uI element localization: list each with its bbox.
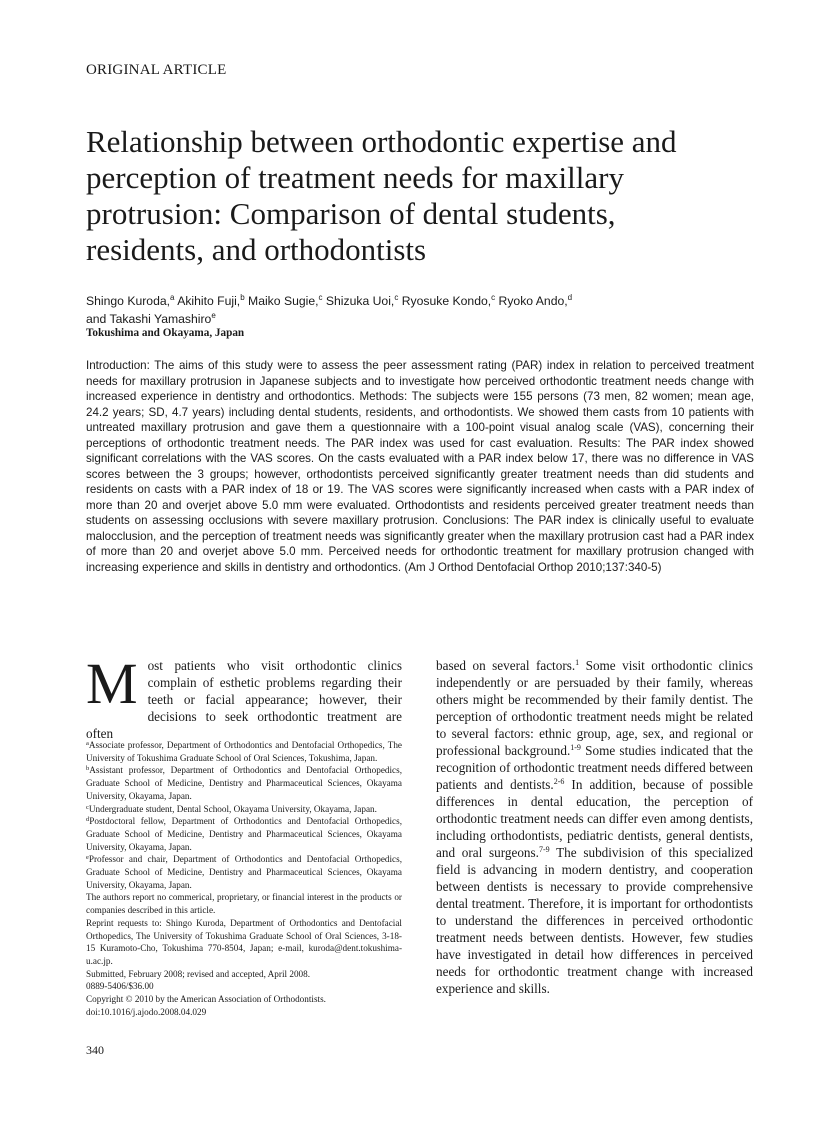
affiliation-footnote bbox=[86, 764, 402, 802]
author-list bbox=[86, 292, 766, 328]
affiliation-footnote bbox=[86, 815, 402, 853]
citation-ref: 7-9 bbox=[538, 845, 550, 854]
affiliation-footnote bbox=[86, 853, 402, 891]
doi: doi:10.1016/j.ajodo.2008.04.029 bbox=[86, 1006, 207, 1017]
reprint-text: Reprint requests to: Shingo Kuroda, Department of Orthodontics and Dentofacial Orthopedics, The University of Tokushima Graduate School of Oral Sciences, 3-18-15 Kuramoto-Cho, Tokushima 770-8504, Japan; e-mail, bbox=[86, 917, 402, 954]
author-name: Shizuka Uoi, bbox=[325, 294, 395, 308]
reprint-request bbox=[86, 917, 402, 968]
footnote-text: Associate professor, Department of Orthodontics and Dentofacial Orthopedics, The University of Tokushima Graduate School of Oral Sciences, Tokushima, Japan. bbox=[86, 740, 402, 763]
author-name: Ryoko Ando, bbox=[498, 294, 568, 308]
submission-dates: Submitted, February 2008; revised and accepted, April 2008. bbox=[86, 968, 311, 979]
author-location: Tokushima and Okayama, Japan bbox=[86, 327, 245, 339]
title-line: Relationship between orthodontic expertise and bbox=[86, 124, 677, 159]
citation-ref: 1-9 bbox=[570, 743, 581, 752]
footnote-mark: d bbox=[86, 816, 90, 824]
footnotes bbox=[86, 739, 402, 1018]
footnote-mark: b bbox=[86, 765, 90, 773]
intro-right-column bbox=[436, 657, 753, 997]
author-name: Shingo Kuroda, bbox=[86, 294, 171, 308]
footnote-mark: a bbox=[86, 740, 89, 747]
author-name: Maiko Sugie, bbox=[248, 294, 319, 308]
article-title bbox=[86, 124, 766, 268]
intro-text-segment: Some visit orthodontic clinics independently or are persuaded by their family, whereas others might be recommended by their family dentist. The perception of orthodontic treatment needs might be related to several factors: ethnic group, age, sex, and regional or professional background. bbox=[436, 658, 753, 758]
copyright-notice: Copyright © 2010 by the American Association of Orthodontists. bbox=[86, 994, 326, 1005]
footnote-mark: c bbox=[86, 803, 89, 811]
intro-text-segment: based on several factors. bbox=[436, 658, 576, 673]
intro-paragraph-continued bbox=[436, 657, 753, 997]
title-line: protrusion: Comparison of dental students, bbox=[86, 196, 616, 231]
footnote-text: Undergraduate student, Dental School, Okayama University, Okayama, Japan. bbox=[88, 803, 377, 814]
section-label: ORIGINAL ARTICLE bbox=[86, 62, 227, 78]
disclosure-note: The authors report no commerical, proprietary, or financial interest in the products or companies described in this article. bbox=[86, 892, 402, 916]
title-line: perception of treatment needs for maxillary bbox=[86, 160, 624, 195]
intro-paragraph-start: ost patients who visit orthodontic clinics complain of esthetic problems regarding their teeth or facial appearance; however, their decisions to seek orthodontic treatment are often bbox=[86, 658, 402, 741]
author-name: and Takashi Yamashiro bbox=[86, 312, 212, 326]
author-name: Akihito Fuji, bbox=[177, 294, 241, 308]
author-affil-mark: c bbox=[491, 293, 496, 302]
intro-left-column bbox=[86, 651, 402, 742]
footnote-text: Professor and chair, Department of Orthodontics and Dentofacial Orthopedics, Graduate School of Medicine, Dentistry and Pharmaceutical Sciences, Okayama University, Okayama, Japan. bbox=[86, 854, 402, 890]
author-affil-mark: a bbox=[170, 293, 175, 302]
author-affil-mark: e bbox=[211, 311, 216, 320]
affiliation-footnote bbox=[86, 803, 402, 816]
footnote-text: Assistant professor, Department of Orthodontics and Dentofacial Orthopedics, Graduate School of Medicine, Dentistry and Pharmaceutical Sciences, Okayama University, Okayama, Japan. bbox=[86, 765, 402, 801]
citation-ref: 1 bbox=[575, 658, 580, 667]
title-line: residents, and orthodontists bbox=[86, 232, 427, 267]
citation-ref: 2-6 bbox=[553, 777, 565, 786]
abstract: Introduction: The aims of this study were to assess the peer assessment rating (PAR) index in relation to perceived treatment needs for maxillary protrusion in Japanese subjects and to investigate how perceived orthodontic treatment needs change with increased experience in dentistry and orthodontics. Methods: The subjects were 155 persons (73 men, 82 women; mean age, 24.2 years; SD, 4.7 years) including dental students, residents, and orthodontists. We showed them casts from 10 patients with untreated maxillary protrusion and gave them a questionnaire with a 100-point visual analog scale (VAS), concerning their perceptions of orthodontic treatment needs. The PAR index was used for cast evaluation. Results: The PAR index showed significant correlations with the VAS scores. On the casts evaluated with a PAR index below 17, there was no difference in VAS scores between the 3 groups; however, orthodontists perceived significantly greater treatment needs than did students and residents on casts with a PAR index of 18 or 19. The VAS scores were significantly increased when casts with a PAR index of more than 20 and overjet above 5.0 mm were evaluated. Orthodontists and residents perceived greater treatment needs than students on assessing occlusions with severe maxillary protrusion. Conclusions: The PAR index is clinically useful to evaluate malocclusion, and the perception of treatment needs was significantly greater when the maxillary protrusion cast had a PAR index of more than 20 and overjet above 5.0 mm. Perceived needs for orthodontic treatment for maxillary protrusion changed with increasing experience and skills in dentistry and orthodontics. (Am J Orthod Dentofacial Orthop 2010;137:340-5) bbox=[86, 359, 754, 574]
drop-cap: M bbox=[86, 651, 138, 716]
author-name: Ryosuke Kondo, bbox=[401, 294, 492, 308]
author-affil-mark: c bbox=[394, 293, 399, 302]
intro-text-segment: Some studies indicated that the recognition of orthodontic treatment needs differed between patients and dentists. bbox=[436, 743, 753, 792]
footnote-text: Postdoctoral fellow, Department of Orthodontics and Dentofacial Orthopedics, Graduate School of Medicine, Dentistry and Pharmaceutical Sciences, Okayama University, Okayama, Japan. bbox=[86, 816, 402, 852]
author-affil-mark: c bbox=[318, 293, 323, 302]
issn-price: 0889-5406/$36.00 bbox=[86, 981, 154, 992]
footnote-mark: e bbox=[86, 854, 89, 862]
intro-text-segment: In addition, because of possible differences in dental education, the perception of orthodontic treatment needs can differ even among dentists, including orthodontists, pediatric dentists, general dentists, and oral surgeons. bbox=[436, 777, 753, 860]
reprint-email-link[interactable]: kuroda@dent.tokushima-u.ac.jp bbox=[86, 943, 403, 966]
author-affil-mark: b bbox=[240, 293, 245, 302]
reprint-suffix: . bbox=[110, 955, 113, 966]
intro-text-segment: The subdivision of this specialized field is advancing in modern dentistry, and cooperation between dentists is necessary to provide comprehensive dental treatment. Therefore, it is important for orthodontists to understand the differences in perceived orthodontic treatment needs between dentists. However, few studies have investigated in detail how differences in perceived needs for orthodontic treatment change with increased experience and skills. bbox=[436, 845, 753, 996]
affiliation-footnote bbox=[86, 739, 402, 764]
author-affil-mark: d bbox=[567, 293, 573, 302]
page-number: 340 bbox=[86, 1043, 104, 1057]
